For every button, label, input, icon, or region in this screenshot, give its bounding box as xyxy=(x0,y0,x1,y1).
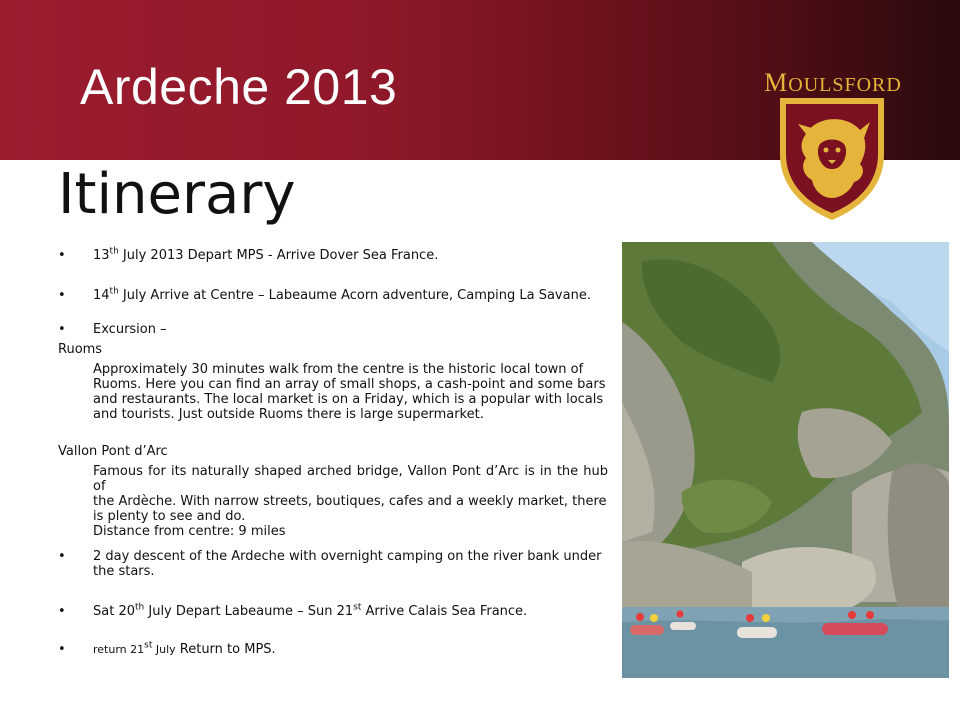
ruoms-description xyxy=(93,362,608,422)
item-text: Arrive Calais Sea France. xyxy=(361,604,528,619)
item-text: return 21 xyxy=(93,643,145,656)
item-text: Excursion – xyxy=(93,322,167,337)
item-text: Return to MPS. xyxy=(175,642,276,657)
banner-title: Ardeche 2013 xyxy=(80,59,398,115)
river-gorge-kayaks-photo xyxy=(622,242,949,678)
date-day: 14 xyxy=(93,288,110,303)
date-suffix: th xyxy=(135,602,145,613)
bullet-icon: • xyxy=(58,248,66,263)
vallon-title: Vallon Pont d’Arc xyxy=(58,444,168,459)
text-line: and tourists. Just outside Ruoms there is large supermarket. xyxy=(93,407,484,422)
vallon-description xyxy=(93,464,608,539)
page-heading: Itinerary xyxy=(58,162,296,227)
date-suffix: st xyxy=(353,602,362,613)
text-line: and restaurants. The local market is on a Friday, which is a popular with locals xyxy=(93,392,604,407)
school-logo xyxy=(748,60,918,225)
text-line: Approximately 30 minutes walk from the centre is the historic local town of xyxy=(93,362,584,377)
item-text: Sat 20 xyxy=(93,604,135,619)
date-day: 13 xyxy=(93,248,110,263)
date-suffix: st xyxy=(144,640,153,651)
text-line: 2 day descent of the Ardeche with overnight camping on the river bank under xyxy=(93,549,602,564)
text-line: Ruoms. Here you can find an array of small shops, a cash-point and some bars xyxy=(93,377,606,392)
item-text: July 2013 Depart MPS - Arrive Dover Sea France. xyxy=(118,248,439,263)
item-text: July Depart Labeaume – Sun 21 xyxy=(144,604,354,619)
text-line: the stars. xyxy=(93,564,155,579)
ruoms-title: Ruoms xyxy=(58,342,103,357)
logo-rest: OULSFORD xyxy=(788,74,902,96)
bullet-icon: • xyxy=(58,642,66,657)
item-text: July Arrive at Centre – Labeaume Acorn adventure, Camping La Savane. xyxy=(118,288,591,303)
photo-illustration xyxy=(622,242,949,678)
lion-shield-icon xyxy=(776,94,888,222)
text-line: is plenty to see and do. xyxy=(93,509,246,524)
text-line: Distance from centre: 9 miles xyxy=(93,524,286,539)
bullet-icon: • xyxy=(58,322,66,337)
bullet-icon: • xyxy=(58,288,66,303)
bullet-icon: • xyxy=(58,604,66,619)
date-suffix: th xyxy=(109,286,119,297)
logo-initial: M xyxy=(764,68,789,97)
text-line: the Ardèche. With narrow streets, boutiques, cafes and a weekly market, there xyxy=(93,494,607,509)
item-text: July xyxy=(152,643,176,656)
date-suffix: th xyxy=(109,246,119,257)
text-line: Famous for its naturally shaped arched bridge, Vallon Pont d’Arc is in the hub of xyxy=(93,464,608,494)
bullet-icon: • xyxy=(58,549,66,564)
